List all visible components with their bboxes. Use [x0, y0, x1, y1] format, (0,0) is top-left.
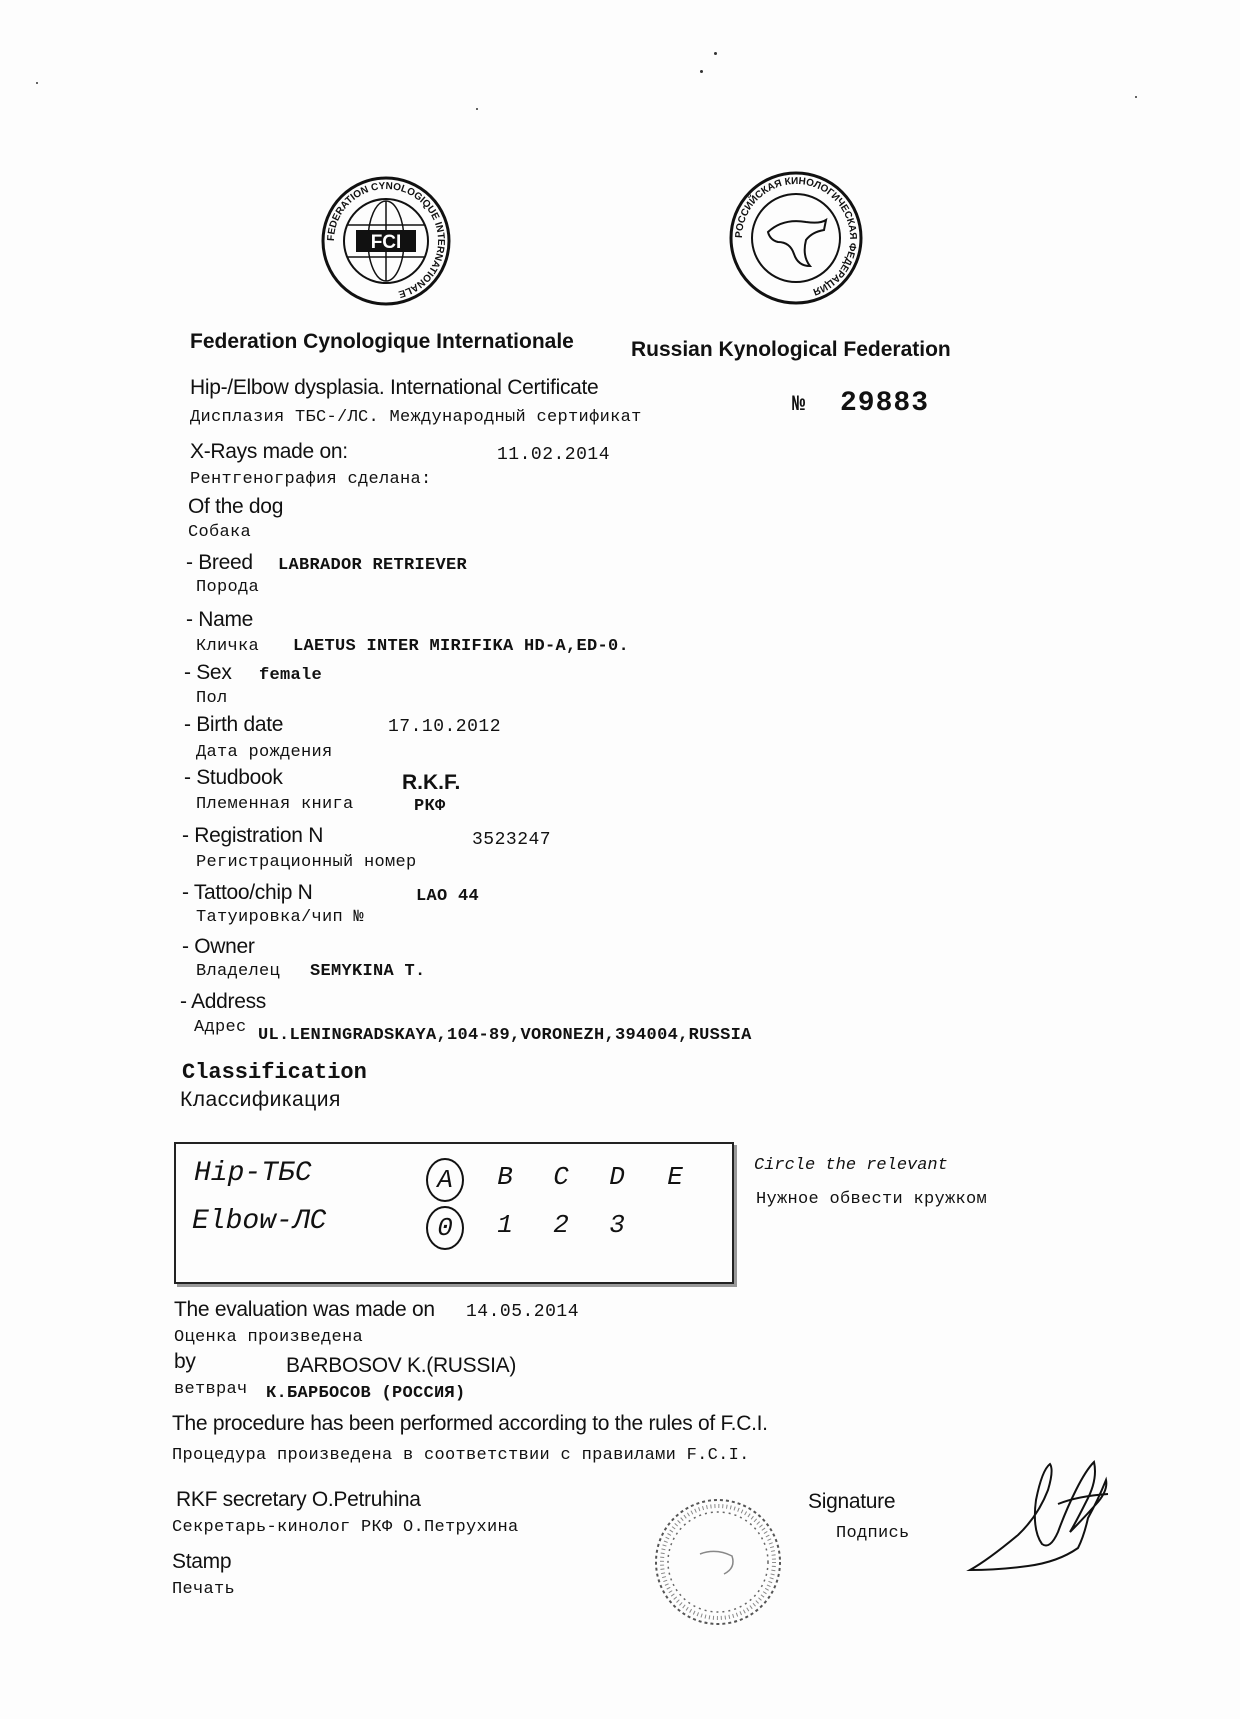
name-label-en: - Name — [186, 608, 254, 631]
elbow-grade-0: 0 — [426, 1206, 464, 1250]
procedure-text-en: The procedure has been performed according to the rules of F.C.I. — [172, 1412, 768, 1435]
evaluation-label-en: The evaluation was made on — [174, 1298, 435, 1321]
certificate-title-en: Hip-/Elbow dysplasia. International Certificate — [190, 376, 599, 399]
tattoo-label-ru: Татуировка/чип № — [196, 908, 365, 927]
fci-logo-ring-text: FEDERATION CYNOLOGIQUE INTERNATIONALE — [325, 180, 447, 300]
signature-label-ru: Подпись — [836, 1524, 910, 1543]
signature-label-en: Signature — [808, 1490, 896, 1513]
elbow-grade-3: 3 — [609, 1210, 625, 1240]
hip-grade-c: C — [553, 1162, 569, 1192]
rkf-logo-ring-text: РОССИЙСКАЯ КИНОЛОГИЧЕСКАЯ ФЕДЕРАЦИЯ — [733, 175, 859, 298]
registration-label-en: - Registration N — [182, 824, 324, 847]
studbook-label-ru: Племенная книга — [196, 795, 354, 814]
elbow-grade-2: 2 — [553, 1210, 569, 1240]
birth-value: 17.10.2012 — [388, 717, 502, 737]
circle-note-ru: Нужное обвести кружком — [756, 1190, 988, 1209]
hip-grade-a: A — [426, 1158, 464, 1202]
elbow-label: Elbow-ЛС — [192, 1206, 327, 1237]
owner-label-ru: Владелец — [196, 962, 281, 981]
breed-label-ru: Порода — [196, 578, 260, 597]
scan-speck — [1135, 96, 1137, 98]
secretary-en: RKF secretary O.Petruhina — [176, 1488, 421, 1511]
classification-box — [174, 1142, 734, 1284]
breed-label-en: - Breed — [186, 551, 253, 574]
studbook-label-en: - Studbook — [184, 766, 283, 789]
stamp-label-ru: Печать — [172, 1580, 236, 1599]
scan-speck — [714, 52, 717, 55]
sex-label-en: - Sex — [184, 661, 232, 684]
number-sign: № — [792, 392, 806, 417]
stamp-seal — [652, 1496, 784, 1628]
evaluation-by-ru: ветврач — [174, 1380, 248, 1399]
address-value: UL.LENINGRADSKAYA,104-89,VORONEZH,394004,RUSSIA — [258, 1026, 752, 1045]
evaluation-by-en: by — [174, 1350, 196, 1373]
stamp-label-en: Stamp — [172, 1550, 232, 1573]
registration-label-ru: Регистрационный номер — [196, 853, 417, 872]
fci-logo — [320, 175, 452, 307]
dog-label-ru: Собака — [188, 523, 252, 542]
scan-speck — [700, 70, 703, 73]
hip-label: Hip-ТБС — [194, 1158, 312, 1189]
scan-speck — [476, 108, 478, 110]
xray-label-ru: Рентгенография сделана: — [190, 470, 432, 489]
rkf-logo — [728, 170, 864, 306]
birth-label-en: - Birth date — [184, 713, 284, 736]
classification-title-ru: Классификация — [180, 1088, 341, 1111]
classification-title-en: Classification — [182, 1060, 367, 1085]
dog-head-icon — [768, 220, 826, 266]
evaluation-date: 14.05.2014 — [466, 1302, 580, 1322]
registration-value: 3523247 — [472, 830, 552, 850]
circle-note-en: Circle the relevant — [754, 1156, 948, 1175]
org-rkf-name: Russian Kynological Federation — [631, 338, 951, 361]
name-label-ru: Кличка — [196, 637, 260, 656]
certificate-title-ru: Дисплазия ТБС-/ЛС. Международный сертификат — [190, 408, 642, 427]
xray-label-en: X-Rays made on: — [190, 440, 348, 463]
studbook-value-ru: РКФ — [414, 797, 446, 816]
address-label-ru: Адрес — [194, 1018, 247, 1037]
address-label-en: - Address — [180, 990, 267, 1013]
secretary-ru: Секретарь-кинолог РКФ О.Петрухина — [172, 1518, 519, 1537]
tattoo-value: LAO 44 — [416, 887, 480, 906]
fci-logo-text: FCI — [370, 232, 402, 253]
handwritten-signature — [958, 1440, 1138, 1590]
hip-grade-d: D — [609, 1162, 625, 1192]
owner-label-en: - Owner — [182, 935, 255, 958]
owner-value: SEMYKINA T. — [310, 962, 426, 981]
studbook-value-en: R.K.F. — [402, 771, 461, 794]
dog-label-en: Of the dog — [188, 495, 284, 518]
breed-value: LABRADOR RETRIEVER — [278, 556, 468, 575]
vet-name-en: BARBOSOV K.(RUSSIA) — [286, 1354, 517, 1377]
tattoo-label-en: - Tattoo/chip N — [182, 881, 313, 904]
hip-grade-b: B — [497, 1162, 513, 1192]
sex-value: female — [259, 666, 323, 685]
name-value: LAETUS INTER MIRIFIKA HD-A,ED-0. — [293, 637, 630, 656]
scan-speck — [36, 82, 38, 84]
hip-grade-e: E — [667, 1162, 683, 1192]
certificate-number: 29883 — [840, 388, 930, 419]
xray-date: 11.02.2014 — [497, 445, 611, 465]
evaluation-label-ru: Оценка произведена — [174, 1328, 364, 1347]
procedure-text-ru: Процедура произведена в соответствии с правилами F.C.I. — [172, 1446, 750, 1465]
vet-name-ru: К.БАРБОСОВ (РОССИЯ) — [266, 1384, 466, 1403]
sex-label-ru: Пол — [196, 689, 228, 708]
birth-label-ru: Дата рождения — [196, 743, 333, 762]
elbow-grade-1: 1 — [497, 1210, 513, 1240]
org-fci-name: Federation Cynologique Internationale — [190, 330, 574, 353]
